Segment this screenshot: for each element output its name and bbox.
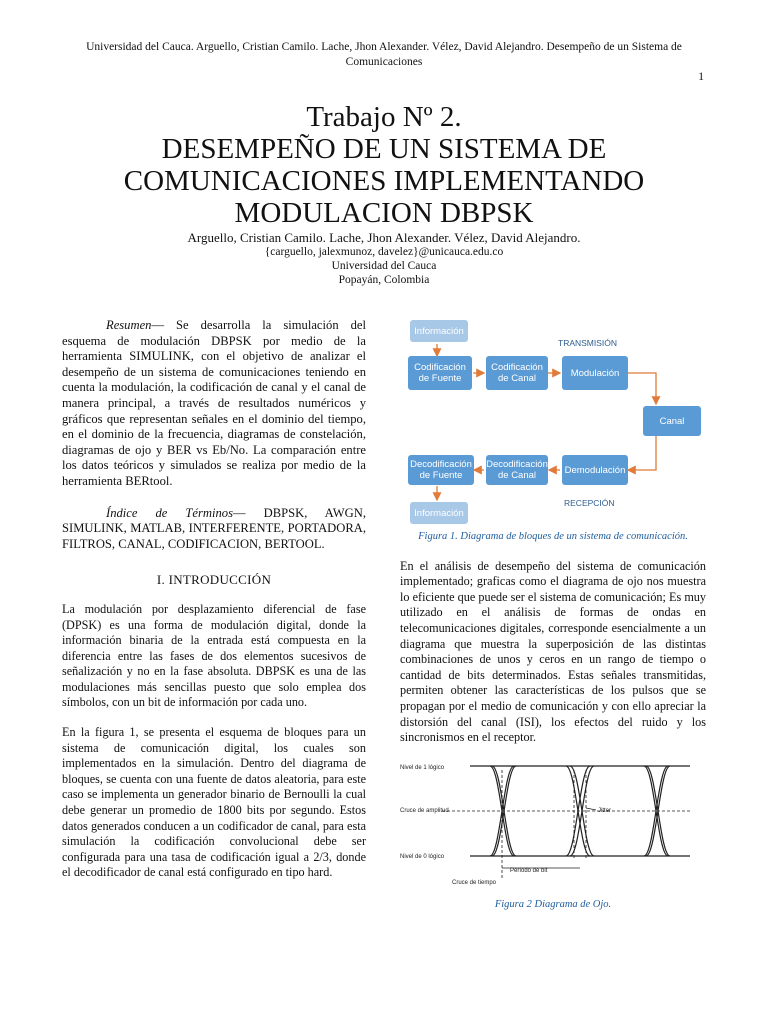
- diagram-block-source-decoding: Decodificación de Fuente: [408, 455, 474, 485]
- diagram-block-source-coding: Codificación de Fuente: [408, 356, 472, 390]
- index-terms: [62, 506, 366, 553]
- diagram-block-channel-coding: Codificación de Canal: [486, 356, 548, 390]
- diagram-block-information-sink: Información: [410, 502, 468, 524]
- abstract-label: Resumen: [106, 318, 152, 332]
- index-terms-text: — DBPSK, AWGN, SIMULINK, MATLAB, INTERFERENTE, PORTADORA, FILTROS, CANAL, CODIFICACION, BERTOOL.: [62, 505, 366, 551]
- eye-amplitude-cross-label: Cruce de amplitud: [400, 807, 449, 814]
- left-column: [62, 318, 366, 895]
- diagram-label-transmission: TRANSMISIÓN: [558, 338, 618, 348]
- page-number: 1: [698, 71, 704, 83]
- figure-1-caption: Figura 1. Diagrama de bloques de un sistema de comunicación.: [418, 531, 688, 542]
- diagram-block-information-source: Información: [410, 320, 468, 342]
- eye-jitter-label: Jitter: [598, 807, 612, 814]
- running-header: [60, 40, 708, 70]
- diagram-block-channel: Canal: [643, 406, 701, 436]
- section-heading-introduction: I. INTRODUCCIÓN: [156, 572, 272, 588]
- abstract-text: — Se desarrolla la simulación del esquema de modulación DBPSK por medio de la herramienta SIMULINK, con el objetivo de analizar el desempeño de un sistema de comunicaciones teniendo en cuenta la modulación, la codificación de canal y el canal de manera principal, a través de resultados numéricos y gráficos que representan señales en el dominio del tiempo, en el dominio de la frecuencia, diagramas de constelación, diagramas de ojo y BER vs Eb/No. La comparación entre los datos teóricos y simulados se realiza por medio de la herramienta BERtool.: [62, 318, 366, 488]
- eye-level-0-label: Nivel de 0 lógico: [400, 853, 445, 860]
- figure-1-block-diagram: [400, 318, 706, 526]
- paper-subtitle: DESEMPEÑO DE UN SISTEMA DE COMUNICACIONES IMPLEMENTANDO MODULACION DBPSK: [123, 133, 645, 229]
- abstract: [62, 318, 366, 490]
- right-column: [400, 318, 706, 911]
- diagram-block-channel-decoding: Decodificación de Canal: [486, 455, 548, 485]
- diagram-block-modulation: Modulación: [562, 356, 628, 390]
- eye-level-1-label: Nivel de 1 lógico: [400, 764, 445, 771]
- eye-diagram-paragraph: En el análisis de desempeño del sistema de comunicación implementado; graficas como el diagrama de ojo nos muestra lo eficiente que puede ser el sistema de comunicación; Es muy utilizado en el análisis de formas de ondas en telecomunicaciones digitales, corresponde esencialmente a un diagrama que muestra la superposición de las distintas combinaciones de unos y ceros en un rango de tiempo o cantidad de bits determinados. Estas señales transmitidas, permiten obtener las características de los pulsos que se propagan por el medio de comunicación y con ello apreciar la distorsión del canal (ISI), los efectos del ruido y los sincronismos en el receptor.: [400, 558, 706, 745]
- paper-title: Trabajo Nº 2.: [306, 101, 462, 133]
- diagram-label-reception: RECEPCIÓN: [564, 498, 615, 508]
- eye-bit-period-label: Período de bit: [510, 867, 548, 874]
- intro-paragraph-2: En la figura 1, se presenta el esquema de bloques para un sistema de comunicación digital, los cuales son implementados en la simulación. Dentro del diagrama de bloques, se cuenta con una fuente de datos aleatoria, para este caso se implementa un generador binario de Bernoulli la cual debe generar un promedio de 1800 bits por segundo. Estos datos generados conducen a un codificador de canal, para esta simulación la codificación convolucional debe ser configurada para una tasa de codificación igual a 2/3, donde el decodificador de canal está configurado en tipo hard.: [62, 725, 366, 880]
- affiliation: Universidad del Cauca: [331, 260, 437, 272]
- running-header-text: Universidad del Cauca. Arguello, Cristian Camilo. Lache, Jhon Alexander. Vélez, David Alejandro. Desempeño de un Sistema de Comunicaciones: [86, 41, 682, 68]
- eye-time-cross-label: Cruce de tiempo: [452, 879, 497, 886]
- figure-2-eye-diagram: [400, 760, 706, 911]
- figure-2-caption: Figura 2 Diagrama de Ojo.: [494, 899, 612, 911]
- title-block: [60, 101, 708, 287]
- author-emails: {carguello, jalexmunoz, davelez}@unicauca.edu.co: [264, 246, 504, 258]
- city: Popayán, Colombia: [338, 274, 430, 286]
- intro-paragraph-1: La modulación por desplazamiento diferencial de fase (DPSK) es una forma de modulación digital, donde la información binaria de la entrada está compuesta en la diferencia entre las fases de dos elementos sucesivos de señalización y no en la fase absoluta. DBPSK es una de las modulaciones más sencillas puesto que solo emplea dos símbolos, con un bit de información por cada uno.: [62, 601, 366, 710]
- diagram-block-demodulation: Demodulación: [562, 455, 628, 485]
- index-terms-label: Índice de Términos: [106, 505, 233, 520]
- eye-diagram-drawing: [400, 760, 706, 890]
- authors: Arguello, Cristian Camilo. Lache, Jhon Alexander. Vélez, David Alejandro.: [187, 230, 581, 245]
